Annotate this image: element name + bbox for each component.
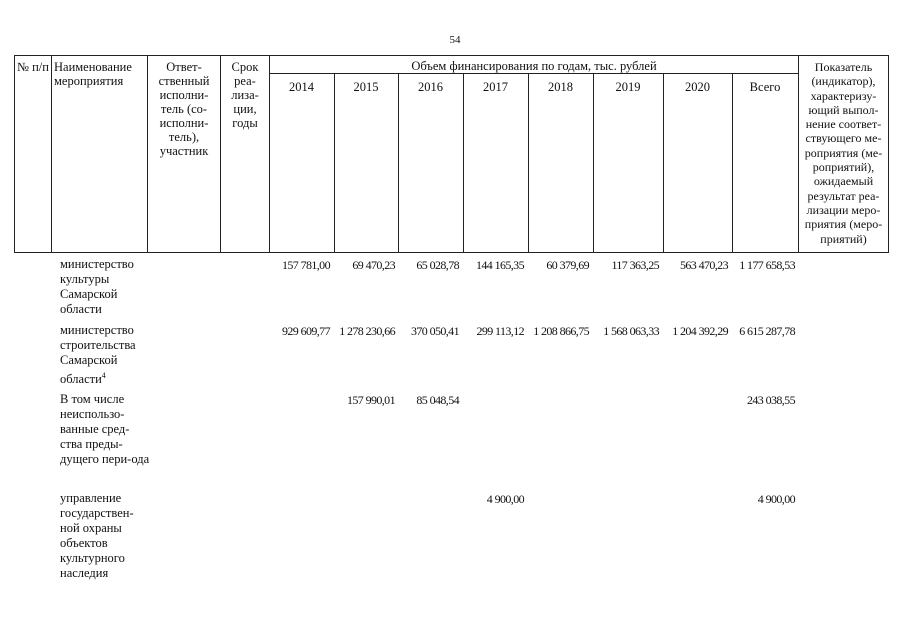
cell-value: 85 048,54 — [416, 393, 459, 407]
year-2015: 2015 — [353, 80, 379, 94]
header-term: Срок реа-лиза-ции, годы — [231, 60, 259, 130]
year-2016: 2016 — [418, 80, 443, 94]
cell-value: 157 990,01 — [346, 393, 395, 407]
cell-value: 1 568 063,33 — [603, 324, 659, 338]
cell-value: 1 204 392,29 — [672, 324, 728, 338]
cell-value: 4 900,00 — [486, 492, 524, 506]
row-label: управление государствен-ной охраны объектов культурного наследия — [60, 491, 134, 580]
cell-value: 1 208 866,75 — [533, 324, 589, 338]
cell-value: 157 781,00 — [281, 258, 330, 272]
year-2014: 2014 — [289, 80, 314, 94]
cell-value: 144 165,35 — [475, 258, 524, 272]
cell-value: 563 470,23 — [679, 258, 728, 272]
header-responsible: Ответ-ственный исполни-тель (со-исполни-тель), участник — [158, 60, 210, 158]
cell-value: 65 028,78 — [416, 258, 459, 272]
row-label: министерство строительства Самарской области$^4$ — [60, 323, 136, 387]
header-num: № п/п — [17, 60, 49, 74]
footnote-marker: 4 — [101, 371, 106, 380]
row-label: министерство культуры Самарской области — [60, 257, 134, 316]
year-2018: 2018 — [548, 80, 573, 94]
row-label: В том числе неиспользо-ванные сред-ства преды-дущего пери-ода — [60, 392, 150, 466]
cell-value: 4 900,00 — [757, 492, 795, 506]
header-name: Наименование мероприятия — [54, 60, 132, 88]
year-2019: 2019 — [615, 80, 641, 94]
cell-value: 117 363,25 — [611, 258, 659, 272]
header-financing: Объем финансирования по годам, тыс. рублей — [411, 59, 657, 73]
year-total: Всего — [749, 80, 781, 94]
cell-value: 370 050,41 — [410, 324, 459, 338]
page-number: 54 — [449, 34, 461, 46]
header-indicator: Показатель (индикатор), характеризу-ющий выпол-нение соответ-ствующего ме-роприятия (ме-роприятий), ожидаемый результат реа-лизации меро-приятия (меро-приятий) — [804, 60, 883, 246]
cell-value: 69 470,23 — [352, 258, 395, 272]
cell-value: 1 278 230,66 — [339, 324, 395, 338]
cell-value: 1 177 658,53 — [739, 258, 795, 272]
cell-value: 6 615 287,78 — [739, 324, 795, 338]
cell-value: 299 113,12 — [476, 324, 524, 338]
cell-value: 60 379,69 — [546, 258, 589, 272]
year-2017: 2017 — [483, 80, 508, 94]
cell-value: 243 038,55 — [746, 393, 795, 407]
year-2020: 2020 — [685, 80, 710, 94]
cell-value: 929 609,77 — [281, 324, 330, 338]
